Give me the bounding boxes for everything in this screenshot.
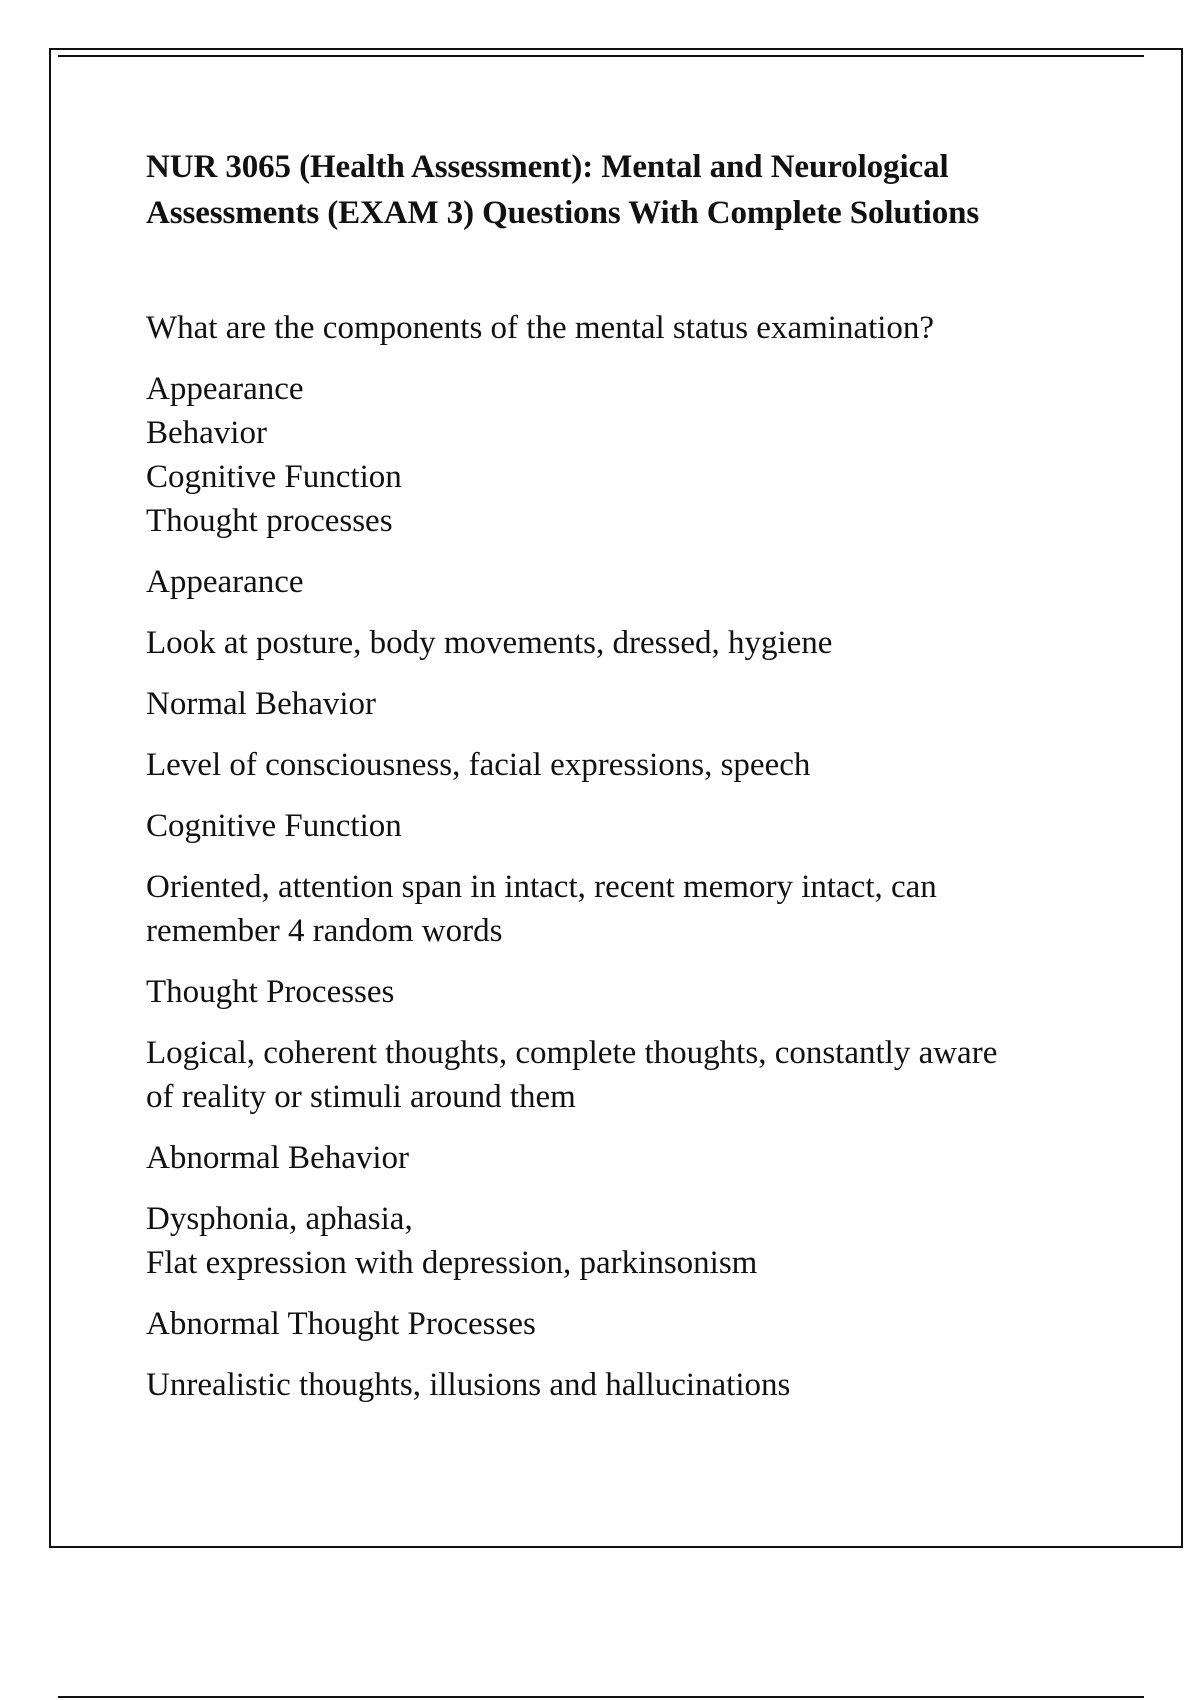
question-text — [146, 560, 1106, 604]
text-line: Cognitive Function — [146, 459, 402, 495]
text-line: Behavior — [146, 415, 267, 451]
text-line: Look at posture, body movements, dressed, hygiene — [146, 625, 833, 661]
document-body — [146, 144, 1106, 1424]
answer-text — [146, 865, 1106, 953]
text-line: Normal Behavior — [146, 686, 377, 722]
question-text — [146, 682, 1106, 726]
question-text — [146, 306, 1106, 350]
text-line: Appearance — [146, 564, 304, 600]
text-line: Logical, coherent thoughts, complete thoughts, constantly aware — [146, 1035, 998, 1071]
text-line: Abnormal Thought Processes — [146, 1306, 536, 1342]
answer-text — [146, 367, 1106, 543]
text-line: remember 4 random words — [146, 913, 503, 949]
text-line: Appearance — [146, 371, 304, 407]
answer-text — [146, 743, 1106, 787]
question-text — [146, 804, 1106, 848]
text-line: Flat expression with depression, parkinsonism — [146, 1245, 758, 1281]
title-line: NUR 3065 (Health Assessment): Mental and Neurological — [146, 149, 949, 185]
text-line: Dysphonia, aphasia, — [146, 1201, 413, 1237]
document-title — [146, 144, 1106, 236]
text-line: Unrealistic thoughts, illusions and hallucinations — [146, 1367, 791, 1403]
top-divider — [58, 55, 1144, 57]
text-line: Level of consciousness, facial expressions, speech — [146, 747, 811, 783]
answer-text — [146, 1031, 1106, 1119]
text-line: What are the components of the mental status examination? — [146, 310, 935, 346]
answer-text — [146, 1363, 1106, 1407]
question-text — [146, 1302, 1106, 1346]
text-line: Cognitive Function — [146, 808, 402, 844]
text-line: Oriented, attention span in intact, recent memory intact, can — [146, 869, 937, 905]
title-line: Assessments (EXAM 3) Questions With Complete Solutions — [146, 195, 980, 231]
text-line: of reality or stimuli around them — [146, 1079, 576, 1115]
qa-list — [146, 306, 1106, 1407]
text-line: Thought Processes — [146, 974, 395, 1010]
question-text — [146, 970, 1106, 1014]
answer-text — [146, 621, 1106, 665]
text-line: Thought processes — [146, 503, 393, 539]
text-line: Abnormal Behavior — [146, 1140, 410, 1176]
bottom-divider — [58, 1696, 1144, 1698]
answer-text — [146, 1197, 1106, 1285]
question-text — [146, 1136, 1106, 1180]
